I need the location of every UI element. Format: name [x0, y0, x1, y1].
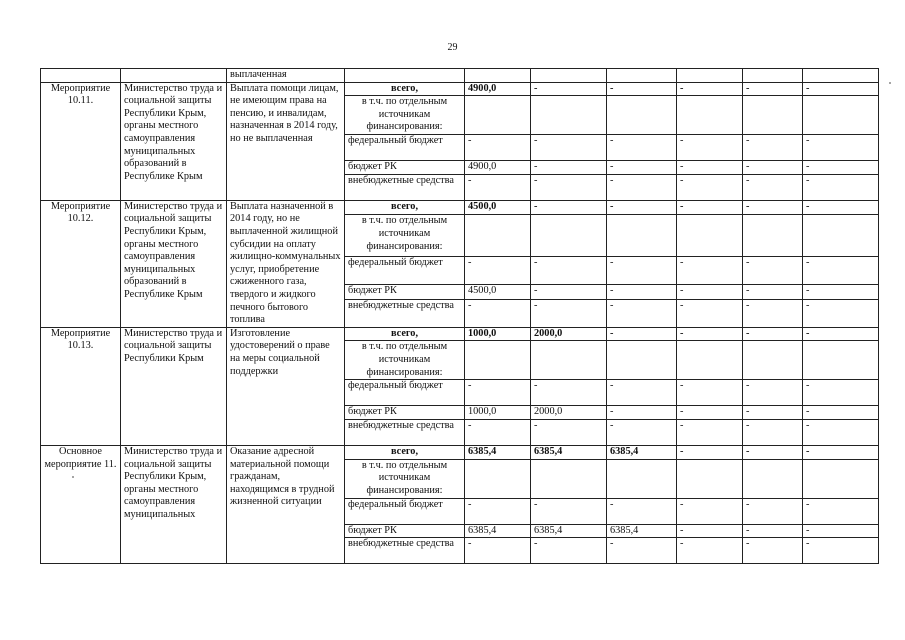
- empty-cell: [41, 69, 121, 83]
- amount-cell: 6385,4: [465, 524, 531, 538]
- amount-cell: -: [803, 406, 879, 420]
- funding-source-label: федеральный бюджет: [345, 380, 465, 406]
- measure-name-cell: Мероприятие 10.12.: [41, 200, 121, 327]
- amount-cell: -: [743, 524, 803, 538]
- amount-cell: [677, 96, 743, 135]
- amount-cell: -: [607, 419, 677, 445]
- amount-cell: -: [531, 257, 607, 285]
- amount-cell: -: [531, 419, 607, 445]
- amount-cell: -: [677, 327, 743, 341]
- amount-cell: [803, 215, 879, 257]
- scan-speck: [889, 82, 891, 84]
- amount-cell: -: [677, 498, 743, 524]
- executor-cell: Министерство труда и социальной защиты Республики Крым, органы местного самоуправления муниципальных образований в Республике Крым: [121, 200, 227, 327]
- funding-source-label: внебюджетные средства: [345, 419, 465, 445]
- empty-cell: [607, 69, 677, 83]
- funding-source-label: бюджет РК: [345, 285, 465, 300]
- amount-cell: -: [743, 419, 803, 445]
- table-row: [41, 327, 879, 341]
- amount-cell: -: [677, 161, 743, 175]
- amount-cell: [743, 215, 803, 257]
- amount-cell: -: [803, 135, 879, 161]
- amount-cell: -: [743, 498, 803, 524]
- table-row: [41, 69, 879, 83]
- amount-cell: 1000,0: [465, 327, 531, 341]
- amount-cell: -: [531, 135, 607, 161]
- executor-cell: Министерство труда и социальной защиты Республики Крым: [121, 327, 227, 445]
- measure-name-cell: Мероприятие 10.11.: [41, 82, 121, 200]
- amount-cell: 4900,0: [465, 82, 531, 96]
- amount-cell: [465, 96, 531, 135]
- table-row: [41, 445, 879, 459]
- amount-cell: -: [677, 174, 743, 200]
- amount-cell: -: [803, 419, 879, 445]
- amount-cell: -: [607, 174, 677, 200]
- amount-cell: [677, 215, 743, 257]
- amount-cell: -: [465, 419, 531, 445]
- amount-cell: [803, 459, 879, 498]
- empty-cell: [465, 69, 531, 83]
- amount-cell: -: [465, 299, 531, 327]
- amount-cell: -: [743, 445, 803, 459]
- amount-cell: [465, 215, 531, 257]
- executor-cell: Министерство труда и социальной защиты Республики Крым, органы местного самоуправления муниципальных образований в Республике Крым: [121, 82, 227, 200]
- amount-cell: -: [531, 299, 607, 327]
- amount-cell: [743, 341, 803, 380]
- amount-cell: 1000,0: [465, 406, 531, 420]
- amount-cell: -: [677, 406, 743, 420]
- empty-cell: [743, 69, 803, 83]
- empty-cell: [121, 69, 227, 83]
- funding-source-label: внебюджетные средства: [345, 174, 465, 200]
- amount-cell: 6385,4: [531, 445, 607, 459]
- amount-cell: -: [531, 82, 607, 96]
- amount-cell: -: [743, 299, 803, 327]
- scan-speck: [72, 476, 74, 478]
- funding-source-label: всего,: [345, 445, 465, 459]
- amount-cell: -: [531, 174, 607, 200]
- funding-source-label: всего,: [345, 200, 465, 215]
- funding-source-label: федеральный бюджет: [345, 257, 465, 285]
- amount-cell: -: [607, 538, 677, 564]
- description-cell: Оказание адресной материальной помощи гражданам, находящимся в трудной жизненной ситуации: [227, 445, 345, 563]
- amount-cell: [531, 341, 607, 380]
- amount-cell: -: [531, 161, 607, 175]
- empty-cell: [531, 69, 607, 83]
- amount-cell: -: [743, 174, 803, 200]
- amount-cell: -: [607, 257, 677, 285]
- amount-cell: -: [803, 445, 879, 459]
- amount-cell: [531, 215, 607, 257]
- amount-cell: -: [803, 327, 879, 341]
- amount-cell: -: [531, 200, 607, 215]
- amount-cell: [531, 96, 607, 135]
- amount-cell: -: [803, 200, 879, 215]
- amount-cell: -: [743, 82, 803, 96]
- amount-cell: -: [803, 161, 879, 175]
- funding-source-label: в т.ч. по отдельным источникам финансирования:: [345, 96, 465, 135]
- amount-cell: -: [677, 380, 743, 406]
- amount-cell: [743, 96, 803, 135]
- amount-cell: [607, 341, 677, 380]
- amount-cell: -: [677, 445, 743, 459]
- amount-cell: -: [531, 285, 607, 300]
- amount-cell: -: [743, 285, 803, 300]
- amount-cell: -: [803, 82, 879, 96]
- amount-cell: -: [803, 538, 879, 564]
- amount-cell: -: [607, 299, 677, 327]
- description-cell: Выплата назначенной в 2014 году, но не выплаченной жилищной субсидии на оплату жилищно-коммунальных услуг, приобретение сжиженного газа, твердого и жидкого печного бытового топлива: [227, 200, 345, 327]
- amount-cell: -: [743, 327, 803, 341]
- amount-cell: -: [531, 498, 607, 524]
- amount-cell: -: [607, 161, 677, 175]
- amount-cell: -: [803, 174, 879, 200]
- description-cell: Выплата помощи лицам, не имеющим права на пенсию, и инвалидам, назначенная в 2014 году, но не выплаченная: [227, 82, 345, 200]
- amount-cell: [531, 459, 607, 498]
- amount-cell: -: [465, 257, 531, 285]
- funding-source-label: в т.ч. по отдельным источникам финансирования:: [345, 341, 465, 380]
- amount-cell: -: [607, 200, 677, 215]
- funding-source-label: бюджет РК: [345, 161, 465, 175]
- amount-cell: -: [803, 257, 879, 285]
- funding-source-label: в т.ч. по отдельным источникам финансирования:: [345, 215, 465, 257]
- amount-cell: -: [465, 174, 531, 200]
- amount-cell: -: [607, 498, 677, 524]
- amount-cell: -: [677, 135, 743, 161]
- amount-cell: 2000,0: [531, 327, 607, 341]
- amount-cell: [677, 341, 743, 380]
- amount-cell: -: [743, 135, 803, 161]
- funding-source-label: внебюджетные средства: [345, 299, 465, 327]
- amount-cell: -: [607, 135, 677, 161]
- amount-cell: -: [677, 524, 743, 538]
- amount-cell: -: [607, 82, 677, 96]
- amount-cell: [607, 459, 677, 498]
- financing-table: [40, 68, 879, 564]
- description-cell: выплаченная: [227, 69, 345, 83]
- amount-cell: -: [803, 285, 879, 300]
- amount-cell: -: [607, 285, 677, 300]
- amount-cell: -: [803, 524, 879, 538]
- amount-cell: -: [677, 299, 743, 327]
- amount-cell: -: [677, 419, 743, 445]
- executor-cell: Министерство труда и социальной защиты Республики Крым, органы местного самоуправления муниципальных: [121, 445, 227, 563]
- amount-cell: -: [743, 380, 803, 406]
- amount-cell: -: [465, 135, 531, 161]
- amount-cell: -: [743, 257, 803, 285]
- amount-cell: 6385,4: [607, 445, 677, 459]
- amount-cell: -: [607, 406, 677, 420]
- amount-cell: -: [677, 82, 743, 96]
- amount-cell: -: [677, 285, 743, 300]
- description-cell: Изготовление удостоверений о праве на меры социальной поддержки: [227, 327, 345, 445]
- funding-source-label: федеральный бюджет: [345, 135, 465, 161]
- table-row: [41, 82, 879, 96]
- amount-cell: 6385,4: [531, 524, 607, 538]
- amount-cell: 4500,0: [465, 285, 531, 300]
- table-row: [41, 200, 879, 215]
- funding-source-label: всего,: [345, 82, 465, 96]
- measure-name-cell: Основное мероприятие 11.: [41, 445, 121, 563]
- funding-source-label: бюджет РК: [345, 524, 465, 538]
- amount-cell: [607, 215, 677, 257]
- amount-cell: [803, 96, 879, 135]
- measure-name-cell: Мероприятие 10.13.: [41, 327, 121, 445]
- empty-cell: [345, 69, 465, 83]
- amount-cell: -: [743, 538, 803, 564]
- amount-cell: [607, 96, 677, 135]
- amount-cell: [743, 459, 803, 498]
- funding-source-label: в т.ч. по отдельным источникам финансирования:: [345, 459, 465, 498]
- amount-cell: -: [803, 498, 879, 524]
- amount-cell: [803, 341, 879, 380]
- amount-cell: 2000,0: [531, 406, 607, 420]
- funding-source-label: федеральный бюджет: [345, 498, 465, 524]
- amount-cell: -: [465, 498, 531, 524]
- amount-cell: -: [677, 200, 743, 215]
- amount-cell: -: [607, 327, 677, 341]
- funding-source-label: внебюджетные средства: [345, 538, 465, 564]
- amount-cell: -: [531, 380, 607, 406]
- amount-cell: 4500,0: [465, 200, 531, 215]
- amount-cell: -: [743, 200, 803, 215]
- amount-cell: -: [743, 406, 803, 420]
- empty-cell: [803, 69, 879, 83]
- amount-cell: [465, 341, 531, 380]
- amount-cell: -: [803, 380, 879, 406]
- amount-cell: 6385,4: [465, 445, 531, 459]
- amount-cell: -: [607, 380, 677, 406]
- funding-source-label: всего,: [345, 327, 465, 341]
- amount-cell: -: [803, 299, 879, 327]
- amount-cell: [465, 459, 531, 498]
- amount-cell: -: [531, 538, 607, 564]
- amount-cell: -: [465, 538, 531, 564]
- amount-cell: 4900,0: [465, 161, 531, 175]
- empty-cell: [677, 69, 743, 83]
- amount-cell: 6385,4: [607, 524, 677, 538]
- page-number: 29: [447, 42, 458, 53]
- amount-cell: -: [465, 380, 531, 406]
- amount-cell: -: [677, 257, 743, 285]
- amount-cell: -: [743, 161, 803, 175]
- amount-cell: -: [677, 538, 743, 564]
- amount-cell: [677, 459, 743, 498]
- funding-source-label: бюджет РК: [345, 406, 465, 420]
